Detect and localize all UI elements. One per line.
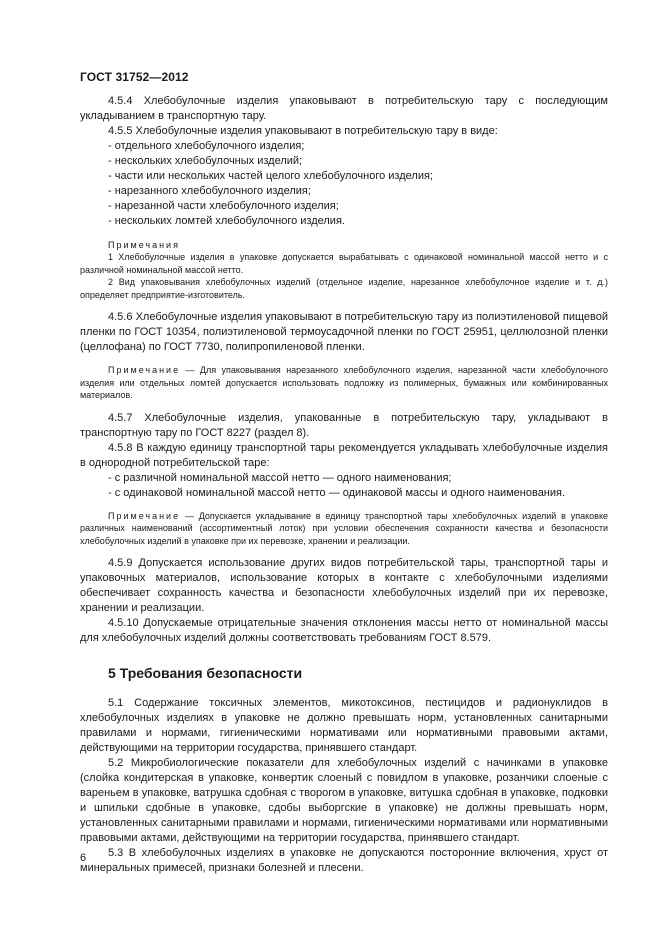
list-item: - нарезанного хлебобулочного изделия; bbox=[108, 185, 311, 197]
document-header: ГОСТ 31752—2012 bbox=[80, 70, 189, 84]
page-number: 6 bbox=[80, 852, 87, 864]
section-5-title: 5 Требования безопасности bbox=[108, 665, 303, 681]
list-item: - с одинаковой номинальной массой нетто — одинаковой массы и одного наименования. bbox=[108, 486, 566, 499]
clause-4-5-7: 4.5.7 Хлебобулочные изделия, упакованные в потребительскую тару, укладывают в транспортную тару по ГОСТ 8227 (раздел 8). bbox=[80, 411, 608, 439]
notes-title: Примечания bbox=[108, 240, 180, 250]
clause-4-5-10: 4.5.10 Допускаемые отрицательные значения отклонения массы нетто от номинальной массы для хлебобулочных изделий должны соответствовать требованиям ГОСТ 8.579. bbox=[80, 617, 608, 644]
list-item: - нарезанной части хлебобулочного изделия; bbox=[108, 200, 339, 212]
note-label: Примечание bbox=[108, 365, 181, 375]
list-item: - нескольких хлебобулочных изделий; bbox=[108, 155, 303, 167]
clause-5-1: 5.1 Содержание токсичных элементов, микотоксинов, пестицидов и радионуклидов в хлебобулочных изделиях в упаковке не должно превышать норм, установленных санитарными правилами и нормами, гигиеническими нормативами или нормативными правовыми актами, действующими на территории государства, принявшего стандарт. bbox=[80, 697, 608, 754]
note-label: Примечание bbox=[108, 510, 181, 521]
note-4-5-6 bbox=[80, 364, 608, 402]
clause-5-2: 5.2 Микробиологические показатели для хлебобулочных изделий с начинками в упаковке (слойка кондитерская в упаковке, конвертик слоеный с повидлом в упаковке, розанчики слоеные с вареньем в упаковке, ватрушка сдобная с творогом в упаковке, витушка сдобная в упаковке, подковки и шпильки сдобные в упаковке, сдобы выборгские в упаковке) не должны превышать норм, установленных санитарными правилами и нормами, гигиеническими нормативами или нормативными правовыми актами, действующими на территории государства, принявшего стандарт. bbox=[80, 757, 608, 844]
clause-5-3: 5.3 В хлебобулочных изделиях в упаковке не допускаются посторонние включения, хруст от минеральных примесей, признаки болезней и плесени. bbox=[80, 847, 608, 874]
list-item: - нескольких ломтей хлебобулочного изделия. bbox=[108, 215, 345, 227]
clause-4-5-8: 4.5.8 В каждую единицу транспортной тары рекомендуется укладывать хлебобулочные изделия в однородной потребительской таре: bbox=[80, 441, 608, 469]
clause-4-5-6: 4.5.6 Хлебобулочные изделия упаковывают в потребительскую тару из полиэтиленовой пищевой пленки по ГОСТ 10354, полиэтиленовой термоусадочной пленки по ГОСТ 25951, целлюлозной пленки (целлофана) по ГОСТ 7730, полипропиленовой пленки. bbox=[80, 311, 608, 353]
note-text: — Для упаковывания нарезанного хлебобулочного изделия, нарезанной части хлебобулочного изделия или отдельных ломтей допускается использовать подложку из полимерных, бумажных или комбинированных материалов. bbox=[80, 365, 608, 400]
list-item: - отдельного хлебобулочного изделия; bbox=[108, 140, 305, 152]
list-item: - части или нескольких частей целого хлебобулочного изделия; bbox=[108, 170, 433, 182]
list-item: - с различной номинальной массой нетто — одного наименования; bbox=[108, 471, 452, 484]
document-body bbox=[80, 94, 608, 876]
clause-4-5-5: 4.5.5 Хлебобулочные изделия упаковывают в потребительскую тару в виде: bbox=[108, 125, 498, 137]
note-1: 1 Хлебобулочные изделия в упаковке допускается вырабатывать с одинаковой номинальной массой нетто и с различной номинальной массой нетто. bbox=[80, 252, 608, 275]
note-4-5-8 bbox=[80, 510, 608, 548]
clause-4-5-9: 4.5.9 Допускается использование других видов потребительской тары, транспортной тары и упаковочных материалов, использование которых в контакте с хлебобулочными изделиями обеспечивает сохранность качества и безопасности хлебобулочных изделий при их перевозке, хранении и реализации. bbox=[80, 557, 608, 614]
clause-4-5-4: 4.5.4 Хлебобулочные изделия упаковывают в потребительскую тару с последующим укладыванием в транспортную тару. bbox=[80, 95, 608, 122]
note-text: — Допускается укладывание в единицу транспортной тары хлебобулочных изделий в упаковке различных наименований (ассортиментный лоток) при условии обеспечения сохранности качества и безопасности хлебобулочных изделий в упаковке при их перевозке, хранении и реализации. bbox=[80, 510, 608, 546]
note-2: 2 Вид упаковывания хлебобулочных изделий (отдельное изделие, нарезанное хлебобулочное изделие и т. д.) определяет предприятие-изготовитель. bbox=[80, 277, 608, 300]
